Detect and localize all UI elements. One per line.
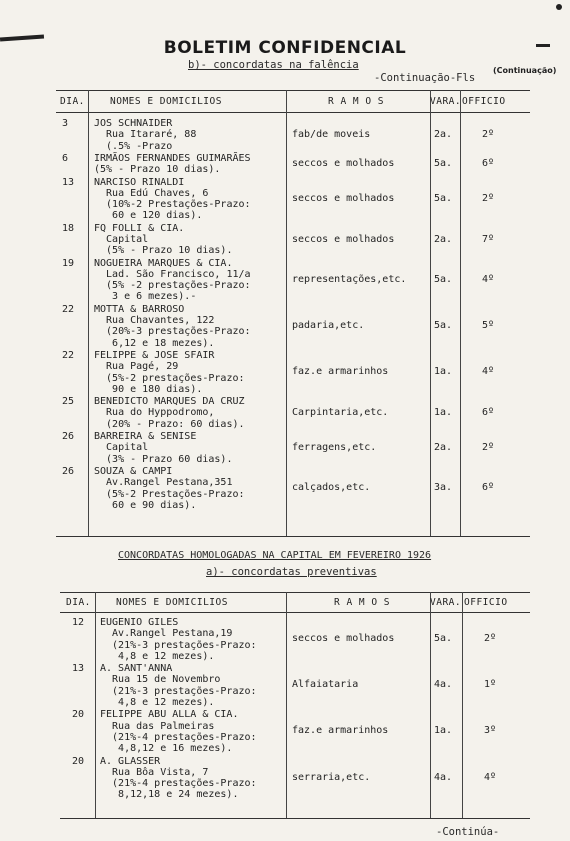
cell-dia: 25 (62, 396, 75, 408)
header2-officio: OFFICIO (464, 597, 508, 608)
cell-ramo: serraria,etc. (292, 771, 371, 783)
cell-dia: 26 (62, 431, 75, 443)
table2-col-divider (286, 592, 287, 818)
continuation-note: (Continuação) (493, 66, 557, 75)
cell-nomes: BARREIRA & SENISE Capital (3% - Prazo 60 dias). (94, 431, 233, 465)
header2-dia: DIA. (66, 597, 91, 608)
cell-vara: 5a. (434, 319, 453, 331)
cell-nomes: A. GLASSER Rua Bôa Vista, 7 (21%-4 prestações-Prazo: 8,12,18 e 24 mezes). (100, 755, 257, 801)
cell-vara: 4a. (434, 679, 453, 691)
cell-ramo: seccos e molhados (292, 157, 395, 169)
table2-header-rule (60, 612, 530, 613)
table1-col-divider (460, 90, 461, 536)
header-officio: OFFICIO (462, 96, 506, 107)
cell-dia: 20 (72, 755, 85, 767)
section1-subtitle: b)- concordatas na falência (188, 59, 359, 71)
cell-nomes: JOS SCHNAIDER Rua Itararé, 88 (.5% -Prazo (94, 118, 197, 152)
cell-vara: 3a. (434, 482, 453, 493)
cell-nomes: FELIPPE & JOSE SFAIR Rua Pagé, 29 (5%-2 prestações-Prazo: 90 e 180 dias). (94, 350, 245, 395)
document-title: BOLETIM CONFIDENCIAL (163, 38, 407, 58)
cell-vara: 1a. (434, 725, 453, 737)
cell-vara: 2a. (434, 442, 453, 454)
cell-dia: 22 (62, 350, 75, 361)
header-ramos: R A M O S (328, 96, 384, 107)
header2-nomes: NOMES E DOMICILIOS (116, 597, 228, 608)
table1-bottom-rule (56, 536, 530, 537)
cell-nomes: EUGENIO GILES Av.Rangel Pestana,19 (21%-3 prestações-Prazo: 4,8 e 12 mezes). (100, 617, 257, 662)
cell-vara: 2a. (434, 129, 453, 140)
section2-title: CONCORDATAS HOMOLOGADAS NA CAPITAL EM FEVEREIRO 1926 (118, 550, 432, 561)
cell-officio: 2º (482, 129, 495, 140)
cell-dia: 22 (62, 303, 75, 315)
cell-ramo: faz.e armarinhos (292, 725, 389, 737)
table1-col-divider (286, 90, 287, 536)
cell-ramo: seccos e molhados (292, 633, 395, 644)
table2-col-divider (95, 592, 96, 818)
header2-vara: VARA. (430, 597, 462, 608)
continuation-label: -Continuação-Fls (374, 72, 476, 84)
cell-vara: 5a. (434, 192, 453, 204)
scan-mark (556, 4, 562, 10)
cell-officio: 6º (482, 482, 495, 493)
cell-officio: 1º (484, 679, 497, 691)
cell-nomes: FQ FOLLI & CIA. Capital (5% - Prazo 10 dias). (94, 222, 233, 257)
cell-officio: 2º (484, 633, 497, 644)
table1-col-divider (430, 90, 431, 536)
header2-ramos: R A M O S (334, 597, 390, 608)
cell-dia: 13 (62, 176, 75, 188)
cell-officio: 5º (482, 319, 495, 331)
cell-ramo: fab/de moveis (292, 129, 371, 140)
cell-officio: 7º (482, 233, 495, 245)
cell-dia: 20 (72, 709, 85, 721)
table2-top-rule (60, 592, 530, 593)
cell-dia: 18 (62, 222, 75, 234)
header-dia: DIA. (60, 96, 85, 107)
header-vara: VARA. (430, 96, 462, 107)
cell-officio: 4º (482, 366, 495, 377)
cell-ramo: Alfaiataria (292, 679, 359, 691)
cell-dia: 19 (62, 257, 75, 269)
cell-officio: 6º (482, 407, 495, 419)
cell-nomes: FELIPPE ABU ALLA & CIA. Rua das Palmeiras (21%-4 prestações-Prazo: 4,8,12 e 16 mezes). (100, 709, 257, 755)
table2-col-divider (462, 592, 463, 818)
cell-vara: 4a. (434, 771, 453, 783)
cell-ramo: seccos e molhados (292, 192, 395, 204)
cell-nomes: NARCISO RINALDI Rua Edú Chaves, 6 (10%-2 Prestações-Prazo: 60 e 120 dias). (94, 176, 251, 222)
cell-nomes: SOUZA & CAMPI Av.Rangel Pestana,351 (5%-2 Prestações-Prazo: 60 e 90 dias). (94, 466, 245, 511)
table1-top-rule (56, 90, 530, 91)
header-nomes: NOMES E DOMICILIOS (110, 96, 222, 107)
cell-ramo: representações,etc. (292, 273, 407, 285)
cell-vara: 1a. (434, 407, 453, 419)
cell-vara: 5a. (434, 273, 453, 285)
cell-officio: 3º (484, 725, 497, 737)
cell-nomes: A. SANT'ANNA Rua 15 de Novembro (21%-3 prestações-Prazo: 4,8 e 12 mezes). (100, 663, 257, 709)
cell-officio: 2º (482, 192, 495, 204)
footer-continua: -Continúa- (436, 826, 500, 838)
table2-col-divider (430, 592, 431, 818)
cell-ramo: padaria,etc. (292, 319, 365, 331)
section2-subtitle: a)- concordatas preventivas (206, 566, 377, 578)
cell-ramo: seccos e molhados (292, 233, 395, 245)
cell-dia: 26 (62, 466, 75, 477)
table1-header-rule (56, 112, 530, 113)
cell-vara: 5a. (434, 633, 453, 644)
cell-vara: 2a. (434, 233, 453, 245)
cell-dia: 12 (72, 617, 85, 628)
cell-nomes: IRMÃOS FERNANDES GUIMARÃES (5% - Prazo 10 dias). (94, 152, 251, 176)
cell-ramo: faz.e armarinhos (292, 366, 389, 377)
table1-col-divider (88, 90, 89, 536)
cell-ramo: calçados,etc. (292, 482, 371, 493)
cell-officio: 4º (482, 273, 495, 285)
cell-ramo: ferragens,etc. (292, 442, 377, 454)
cell-vara: 1a. (434, 366, 453, 377)
cell-dia: 13 (72, 663, 85, 675)
cell-nomes: BENEDICTO MARQUES DA CRUZ Rua do Hyppodromo, (20% - Prazo: 60 dias). (94, 396, 245, 430)
cell-officio: 2º (482, 442, 495, 454)
cell-nomes: NOGUEIRA MARQUES & CIA. Lad. São Francisco, 11/a (5% -2 prestações-Prazo: 3 e 6 mezes).- (94, 257, 251, 303)
cell-dia: 3 (62, 118, 69, 129)
cell-vara: 5a. (434, 157, 453, 169)
cell-officio: 6º (482, 157, 495, 169)
cell-dia: 6 (62, 152, 69, 164)
table2-bottom-rule (60, 818, 530, 819)
cell-nomes: MOTTA & BARROSO Rua Chavantes, 122 (20%-3 prestações-Prazo: 6,12 e 18 mezes). (94, 303, 251, 349)
cell-ramo: Carpintaria,etc. (292, 407, 389, 419)
cell-officio: 4º (484, 771, 497, 783)
